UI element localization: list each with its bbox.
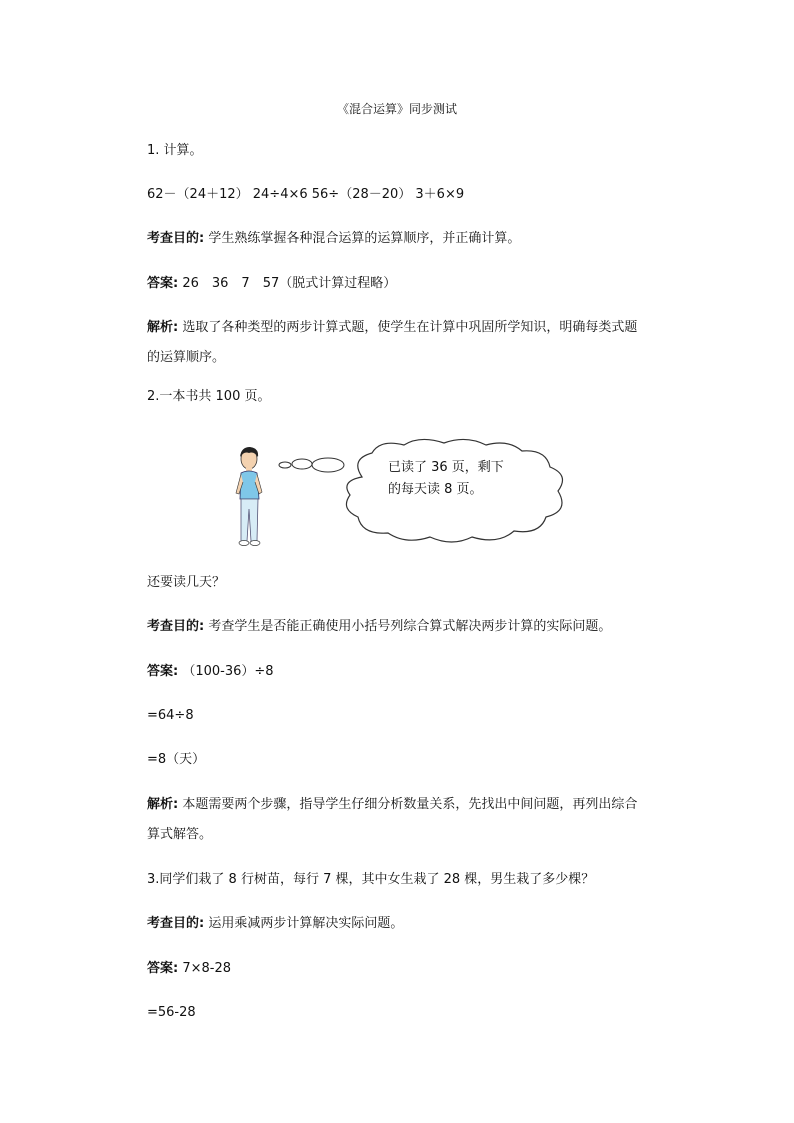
reading-illustration	[232, 437, 592, 552]
q2-purpose	[147, 618, 611, 636]
analysis-text: 选取了各种类型的两步计算式题，使学生在计算中巩固所学知识，明确每类式题	[178, 320, 638, 335]
purpose-text: 运用乘减两步计算解决实际问题。	[204, 916, 404, 931]
q2-answer	[147, 663, 274, 681]
q2-step-1: =64÷8	[147, 708, 194, 723]
answer-text: （100-36）÷8	[178, 664, 274, 679]
q3-step-1: =56-28	[147, 1005, 196, 1020]
boy-figure	[236, 447, 262, 546]
analysis-label: 解析:	[147, 797, 179, 812]
answer-text: 26 36 7 57（脱式计算过程略）	[178, 276, 397, 291]
q3-answer	[147, 960, 231, 978]
q2-analysis-continued: 算式解答。	[147, 827, 213, 842]
answer-label: 答案:	[147, 961, 179, 976]
purpose-text: 考查学生是否能正确使用小括号列综合算式解决两步计算的实际问题。	[204, 619, 612, 634]
purpose-label: 考查目的:	[147, 231, 205, 246]
purpose-text: 学生熟练掌握各种混合运算的运算顺序，并正确计算。	[204, 231, 521, 246]
q3-heading: 3.同学们栽了 8 行树苗，每行 7 棵，其中女生栽了 28 棵，男生栽了多少棵？	[147, 872, 595, 887]
analysis-text: 本题需要两个步骤，指导学生仔细分析数量关系，先找出中间问题，再列出综合	[178, 797, 638, 812]
q1-expression: 62－（24＋12） 24÷4×6 56÷（28－20） 3＋6×9	[147, 187, 465, 202]
q1-analysis	[147, 319, 637, 337]
q1-purpose	[147, 230, 520, 248]
purpose-label: 考查目的:	[147, 916, 205, 931]
q2-step-2: =8（天）	[147, 752, 206, 767]
bubble-line-2: 的每天读 8 页。	[388, 482, 483, 497]
q1-analysis-continued: 的运算顺序。	[147, 350, 226, 365]
q2-question: 还要读几天？	[147, 575, 226, 590]
q3-purpose	[147, 915, 403, 933]
answer-label: 答案:	[147, 664, 179, 679]
bubble-line-1: 已读了 36 页，剩下	[388, 460, 504, 475]
analysis-label: 解析:	[147, 320, 179, 335]
q2-analysis	[147, 796, 637, 814]
q1-heading: 1. 计算。	[147, 143, 203, 158]
q2-heading: 2.一本书共 100 页。	[147, 389, 271, 404]
q1-answer	[147, 275, 396, 293]
document-title: 《混合运算》同步测试	[336, 102, 457, 116]
answer-text: 7×8-28	[178, 961, 232, 976]
purpose-label: 考查目的:	[147, 619, 205, 634]
answer-label: 答案:	[147, 276, 179, 291]
